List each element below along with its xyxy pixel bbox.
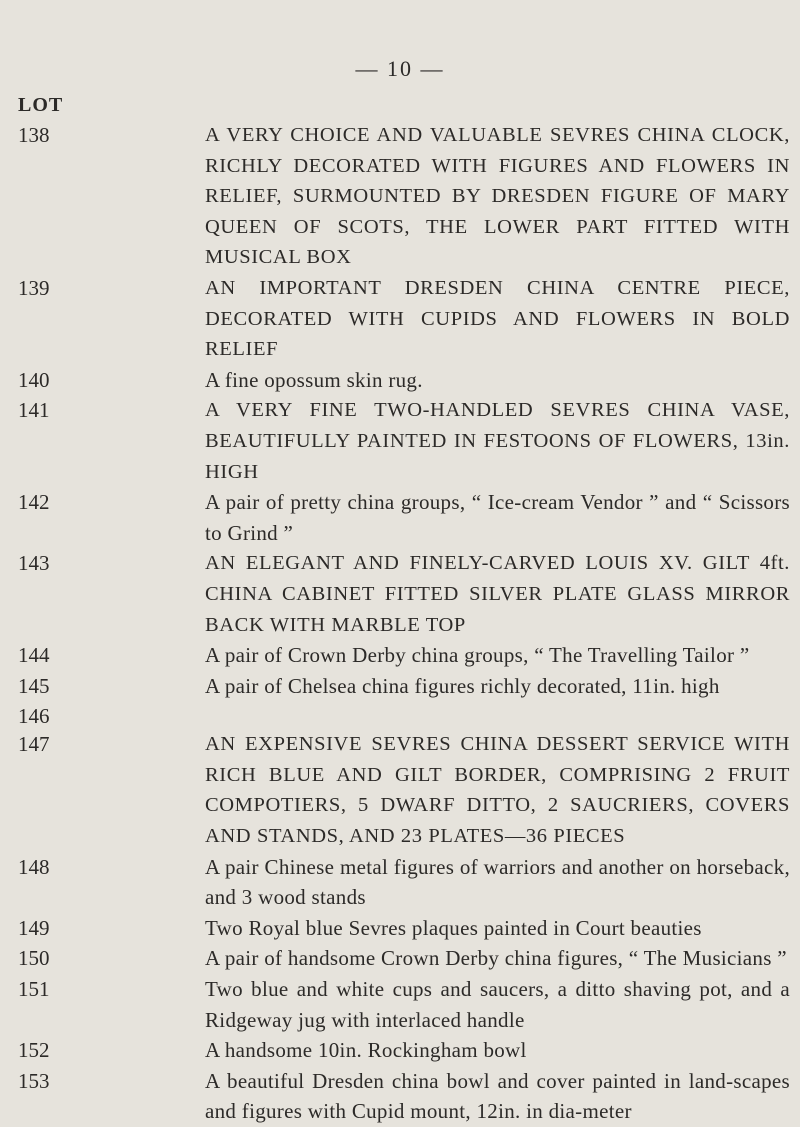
lot-description: AN IMPORTANT DRESDEN CHINA CENTRE PIECE, DECORATED WITH CUPIDS AND FLOWERS IN BOLD RELIEF bbox=[205, 276, 790, 361]
lot-entry bbox=[0, 974, 800, 1035]
lot-description: A pair of pretty china groups, “ Ice-cream Vendor ” and “ Scissors to Grind ” bbox=[205, 490, 790, 545]
lot-number: 140 bbox=[18, 367, 50, 392]
lot-number: 147 bbox=[18, 732, 50, 757]
lot-description: A pair of Crown Derby china groups, “ The Travelling Tailor ” bbox=[205, 643, 750, 668]
lot-description: Two Royal blue Sevres plaques painted in Court beauties bbox=[205, 915, 702, 940]
page-number: — 10 — bbox=[355, 56, 445, 81]
lot-number: 152 bbox=[18, 1038, 50, 1063]
lot-description: A VERY FINE TWO-HANDLED SEVRES CHINA VASE, BEAUTIFULLY PAINTED IN FESTOONS OF FLOWERS, 13in. HIGH bbox=[205, 399, 790, 483]
lot-list bbox=[0, 120, 800, 1127]
lot-entry bbox=[0, 487, 800, 548]
lot-number: 151 bbox=[18, 977, 50, 1002]
lot-description: A beautiful Dresden china bowl and cover painted in land-scapes and figures with Cupid mount, 12in. in dia-meter bbox=[205, 1068, 790, 1124]
lot-number: 141 bbox=[18, 398, 50, 423]
lot-entry bbox=[0, 120, 800, 273]
lot-entry bbox=[0, 729, 800, 851]
lot-number: 153 bbox=[18, 1068, 50, 1093]
lot-description: A VERY CHOICE AND VALUABLE SEVRES CHINA CLOCK, RICHLY DECORATED WITH FIGURES AND FLOWERS IN RELIEF, SURMOUNTED BY DRESDEN FIGURE OF MARY QUEEN OF SCOTS, THE LOWER PART FITTED WITH MUSICAL BOX bbox=[205, 124, 790, 269]
lot-column-header: LOT bbox=[18, 94, 64, 116]
lot-description: A pair of handsome Crown Derby china figures, “ The Musicians ” bbox=[205, 946, 787, 971]
lot-number: 150 bbox=[18, 946, 50, 971]
lot-description: A fine opossum skin rug. bbox=[205, 367, 423, 392]
lot-number: 142 bbox=[18, 490, 50, 515]
lot-entry bbox=[0, 395, 800, 487]
lot-entry bbox=[0, 671, 800, 702]
lot-entry bbox=[0, 943, 800, 974]
lot-number: 139 bbox=[18, 275, 50, 300]
lot-entry bbox=[0, 273, 800, 365]
lot-entry bbox=[0, 365, 800, 396]
lot-entry bbox=[0, 548, 800, 640]
lot-entry bbox=[0, 1035, 800, 1066]
lot-entry bbox=[0, 640, 800, 671]
lot-number: 145 bbox=[18, 673, 50, 698]
lot-description: A pair Chinese metal figures of warriors and another on horseback, and 3 wood stands bbox=[205, 854, 790, 910]
lot-entry bbox=[0, 1066, 800, 1127]
lot-number: 148 bbox=[18, 854, 50, 879]
lot-number: 143 bbox=[18, 551, 50, 576]
lot-entry bbox=[0, 701, 800, 729]
lot-number: 146 bbox=[18, 704, 50, 729]
lot-entry bbox=[0, 913, 800, 944]
lot-description: A handsome 10in. Rockingham bowl bbox=[205, 1038, 527, 1063]
lot-number: 138 bbox=[18, 123, 50, 147]
lot-description: A pair of Chelsea china figures richly decorated, 11in. high bbox=[205, 673, 720, 698]
lot-description: AN EXPENSIVE SEVRES CHINA DESSERT SERVICE WITH RICH BLUE AND GILT BORDER, COMPRISING 2 FRUIT COMPOTIERS, 5 DWARF DITTO, 2 SAUCRIERS, COVERS AND STANDS, AND 23 PLATES—36 PIECES bbox=[205, 733, 790, 848]
lot-number: 149 bbox=[18, 915, 50, 940]
lot-entry bbox=[0, 852, 800, 913]
lot-description: AN ELEGANT AND FINELY-CARVED LOUIS XV. GILT 4ft. CHINA CABINET FITTED SILVER PLATE GLASS MIRROR BACK WITH MARBLE TOP bbox=[205, 552, 790, 636]
lot-description: Two blue and white cups and saucers, a ditto shaving pot, and a Ridgeway jug with interlaced handle bbox=[205, 977, 790, 1032]
lot-number: 144 bbox=[18, 643, 50, 668]
